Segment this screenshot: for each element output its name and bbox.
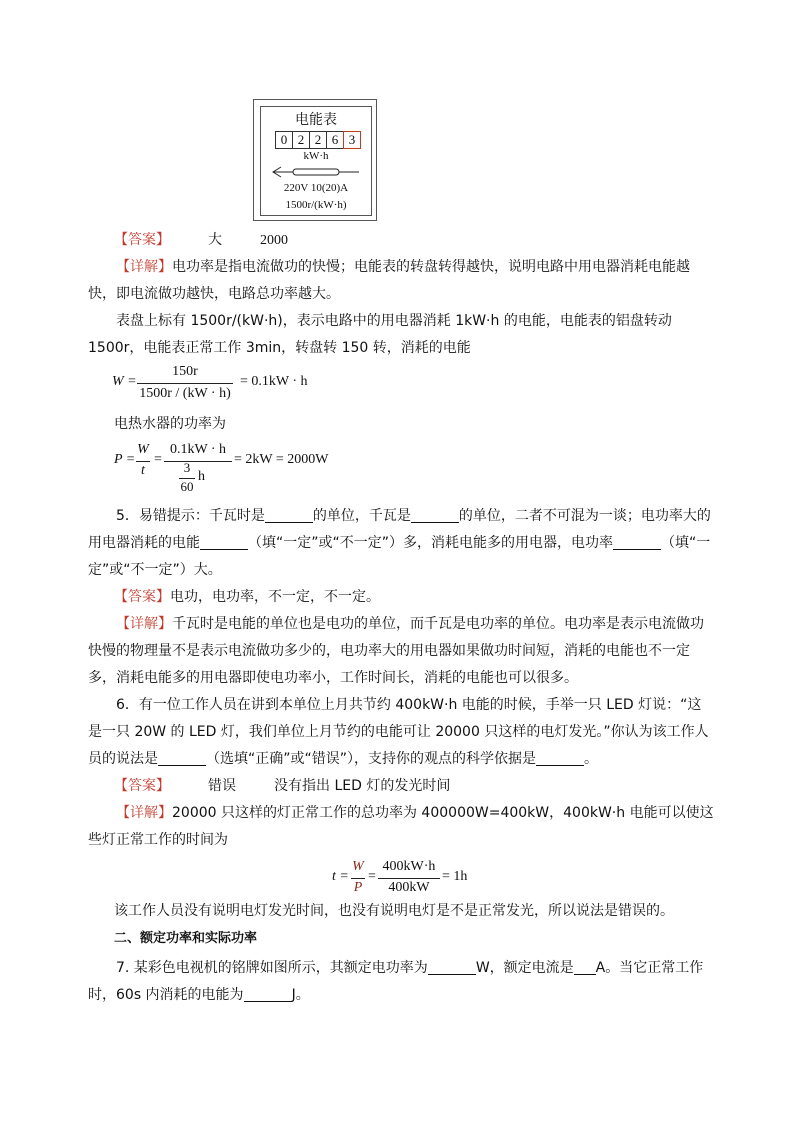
f2-rhs: = 2kW = 2000W <box>234 452 329 467</box>
q4-answer-line <box>114 227 714 254</box>
q6-detail <box>88 800 714 854</box>
q4-detail-text-1: 电功率是指电流做功的快慢；电能表的转盘转得越快，说明电路中用电器消耗电能越快，即电流做功越快，电路总功率越大。 <box>88 259 690 302</box>
detail-tag: 【详解】 <box>116 805 172 821</box>
f2-den-num: 3 <box>183 460 191 475</box>
answer-tag: 【答案】 <box>114 589 170 605</box>
f2-lhs: P = <box>114 452 136 467</box>
meter-dial-arrow-icon <box>271 165 361 179</box>
f2-t: t <box>141 463 145 478</box>
q6-conclusion: 该工作人员没有说明电灯发光时间，也没有说明电灯是不是正常发光，所以说法是错误的。 <box>114 903 674 919</box>
f3-numerator: 400kW·h <box>382 859 436 874</box>
f1-numerator: 150r <box>172 364 198 379</box>
f2-den-h: h <box>198 469 205 484</box>
detail-tag: 【详解】 <box>116 259 172 275</box>
q7-blank-3[interactable] <box>244 985 292 1002</box>
q7-text-4: J。 <box>291 987 310 1003</box>
q6-answer-1: 错误 <box>208 778 236 794</box>
q6-question <box>88 692 714 773</box>
q6-answer-line <box>114 773 714 800</box>
meter-digit: 0 <box>275 131 293 149</box>
q7-question <box>88 955 714 1009</box>
q6-answer-2: 没有指出 LED 灯的发光时间 <box>274 778 451 794</box>
q5-blank-2[interactable] <box>411 506 459 523</box>
q5-text-3: 的单位，二者不可混为一谈；电功率大的用电器消耗的电能 <box>88 508 711 551</box>
electric-meter-figure <box>253 99 377 221</box>
meter-digit-decimal: 3 <box>343 131 361 149</box>
meter-digit: 2 <box>309 131 327 149</box>
q4-answer-1: 大 <box>208 232 222 248</box>
meter-title: 电能表 <box>295 112 337 128</box>
q5-detail <box>88 611 714 692</box>
q5-text-1: 5．易错提示：千瓦时是 <box>116 508 265 524</box>
q5-question <box>88 503 714 584</box>
q6-detail-text: 20000 只这样的灯正常工作的总功率为 400000W=400kW，400kW·h 电能可以使这些灯正常工作的时间为 <box>88 805 714 848</box>
q5-answer-line <box>114 584 714 611</box>
f2-w: W <box>137 442 149 457</box>
f1-rhs: = 0.1kW · h <box>240 374 308 389</box>
q5-text-5: （填“一定”或“不一定”）大。 <box>88 535 711 578</box>
f3-lhs: t = <box>332 869 349 884</box>
q6-text-1: 6．有一位工作人员在讲到本单位上月共节约 400kW·h 电能的时候，手举一只 LED 灯说：“这是一只 20W 的 LED 灯，我们单位上月节约的电能可让 20000 只这样的电灯发光。”你认为该工作人员的说法是 <box>88 697 709 767</box>
q7-blank-1[interactable] <box>428 958 476 975</box>
q7-blank-2[interactable] <box>574 958 596 975</box>
f3-bar-1 <box>351 878 365 879</box>
q7-text-3: A。当它正常工作时，60s 内消耗的电能为 <box>88 960 704 1003</box>
meter-spec-rev: 1500r/(kW·h) <box>285 199 347 211</box>
f1-lhs: W = <box>112 374 137 389</box>
f2-eq: = <box>154 452 162 467</box>
q5-blank-3[interactable] <box>200 533 248 550</box>
q5-blank-4[interactable] <box>613 533 661 550</box>
q5-detail-text: 千瓦时是电能的单位也是电功的单位，而千瓦是电功率的单位。电功率是表示电流做功快慢的物理量不是表示电流做功多少的，电功率大的用电器如果做功时间短，消耗的电能也不一定多，消耗电能多的用电器即使电功率小，工作时间长，消耗的电能也可以很多。 <box>88 616 704 686</box>
heater-power-text: 电热水器的功率为 <box>114 416 226 432</box>
q4-answer-2: 2000 <box>260 233 288 248</box>
detail-tag: 【详解】 <box>116 616 172 632</box>
f1-fraction-bar <box>137 383 233 384</box>
f3-bar-2 <box>378 878 440 879</box>
q6-text-3: 。 <box>584 751 599 767</box>
q5-answer: 电功，电功率，不一定，不一定。 <box>170 589 380 605</box>
meter-inner-frame <box>260 106 372 216</box>
meter-digit: 6 <box>326 131 344 149</box>
meter-digit-row <box>276 131 361 149</box>
f3-w: W <box>352 859 364 874</box>
q4-detail-p2: 表盘上标有 1500r/(kW·h)，表示电路中的用电器消耗 1kW·h 的电能，电能表的铝盘转动 1500r，电能表正常工作 3min，转盘转 150 转，消耗的电能 <box>88 313 672 356</box>
f3-p: P <box>353 880 363 895</box>
q6-text-2: （选填“正确”或“错误”），支持你的观点的科学依据是 <box>206 751 537 767</box>
q5-text-2: 的单位，千瓦是 <box>312 508 411 524</box>
f2-den-den: 60 <box>180 479 194 494</box>
q5-blank-1[interactable] <box>265 506 313 523</box>
q5-text-4: （填“一定”或“不一定”）多，消耗电能多的用电器，电功率 <box>248 535 614 551</box>
f3-eq: = <box>368 869 376 884</box>
meter-digit: 2 <box>292 131 310 149</box>
q7-text-1: 7. 某彩色电视机的铭牌如图所示，其额定电功率为 <box>116 960 428 976</box>
f2-numerator: 0.1kW · h <box>169 442 227 457</box>
f2-bar-1 <box>136 461 150 462</box>
f2-bar-2 <box>164 461 232 462</box>
answer-tag: 【答案】 <box>114 232 170 248</box>
q7-text-2: W，额定电流是 <box>475 960 574 976</box>
f1-denominator: 1500r / (kW · h) <box>139 386 231 401</box>
q4-detail-p1 <box>88 254 714 308</box>
f3-rhs: = 1h <box>442 869 468 884</box>
q6-blank-1[interactable] <box>158 749 206 766</box>
q6-blank-2[interactable] <box>536 749 584 766</box>
meter-unit: kW·h <box>303 150 329 162</box>
answer-tag: 【答案】 <box>114 778 170 794</box>
f3-denominator: 400kW <box>388 880 430 895</box>
meter-spec-voltage: 220V 10(20)A <box>283 182 349 194</box>
section-title: 二、额定功率和实际功率 <box>114 931 258 946</box>
